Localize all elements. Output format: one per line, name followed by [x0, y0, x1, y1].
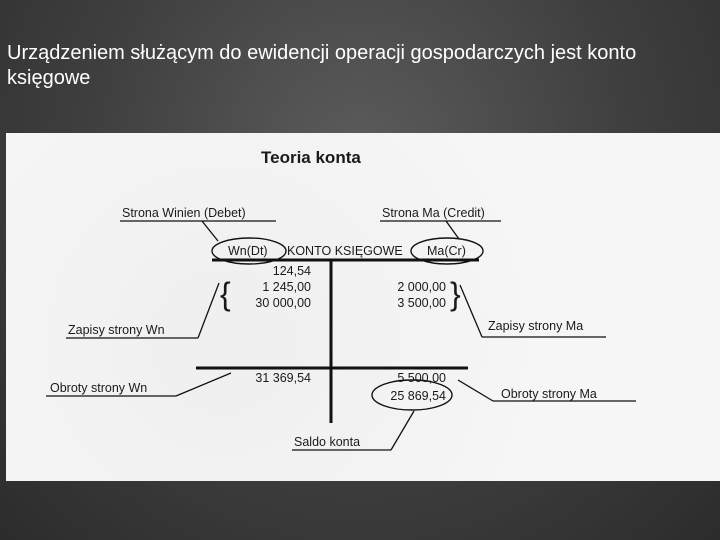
callout-credit-turnover-leader — [458, 380, 493, 401]
debit-entries-brace: { — [220, 276, 231, 312]
callout-balance: Saldo konta — [294, 435, 361, 449]
callout-debit-turnover-leader — [176, 373, 231, 396]
debit-entry: 1 245,00 — [262, 280, 311, 294]
debit-entry: 30 000,00 — [255, 296, 311, 310]
callout-credit-side-leader — [446, 221, 459, 239]
callout-credit-entries-leader — [460, 285, 482, 337]
callout-debit-entries: Zapisy strony Wn — [68, 323, 165, 337]
credit-label: Ma(Cr) — [427, 244, 466, 258]
balance-value: 25 869,54 — [390, 389, 446, 403]
account-title: KONTO KSIĘGOWE — [287, 244, 403, 258]
debit-turnover: 31 369,54 — [255, 371, 311, 385]
callout-debit-entries-leader — [198, 283, 219, 338]
debit-label: Wn(Dt) — [228, 244, 268, 258]
t-account-diagram — [6, 133, 720, 481]
credit-turnover: 5 500,00 — [397, 371, 446, 385]
credit-entry: 2 000,00 — [397, 280, 446, 294]
diagram-panel — [6, 133, 720, 481]
callout-credit-side: Strona Ma (Credit) — [382, 206, 485, 220]
credit-entries-brace: } — [450, 276, 461, 312]
slide-title: Urządzeniem służącym do ewidencji operacji gospodarczych jest konto księgowe — [7, 42, 637, 89]
callout-credit-turnover: Obroty strony Ma — [501, 387, 597, 401]
credit-entry: 3 500,00 — [397, 296, 446, 310]
callout-debit-side: Strona Winien (Debet) — [122, 206, 246, 220]
callout-debit-side-leader — [202, 221, 218, 241]
callout-balance-leader — [391, 411, 414, 450]
debit-entry: 124,54 — [272, 264, 311, 278]
diagram-heading: Teoria konta — [261, 148, 361, 167]
callout-debit-turnover: Obroty strony Wn — [50, 381, 148, 395]
callout-credit-entries: Zapisy strony Ma — [488, 319, 584, 333]
